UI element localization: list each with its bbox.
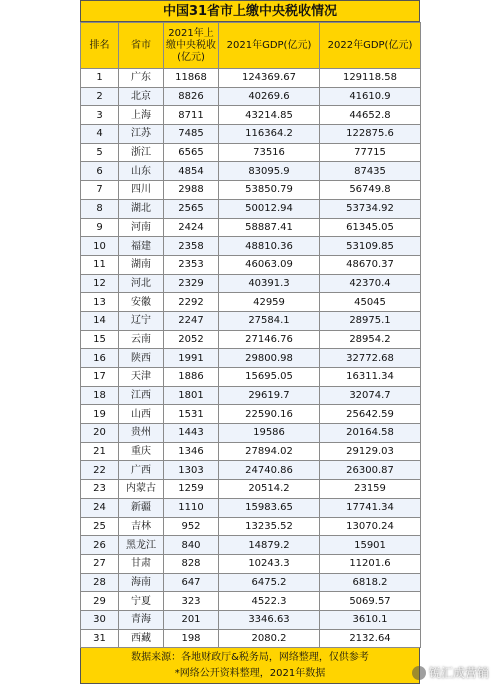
cell-province: 广东 <box>119 69 164 88</box>
cell-tax-2021: 2424 <box>164 218 219 237</box>
watermark-logo-icon <box>412 666 426 680</box>
cell-tax-2021: 2565 <box>164 199 219 218</box>
table-row <box>81 106 421 125</box>
cell-tax-2021: 11868 <box>164 69 219 88</box>
cell-gdp-2022: 11201.6 <box>320 554 421 573</box>
table-row <box>81 610 421 629</box>
table-row <box>81 143 421 162</box>
header-rank: 排名 <box>81 23 119 69</box>
cell-gdp-2022: 16311.34 <box>320 368 421 387</box>
cell-tax-2021: 8826 <box>164 87 219 106</box>
cell-tax-2021: 201 <box>164 610 219 629</box>
table-row <box>81 330 421 349</box>
table-row <box>81 311 421 330</box>
cell-rank: 29 <box>81 592 119 611</box>
cell-gdp-2022: 3610.1 <box>320 610 421 629</box>
cell-gdp-2021: 73516 <box>219 143 320 162</box>
cell-gdp-2022: 42370.4 <box>320 274 421 293</box>
table-row <box>81 218 421 237</box>
cell-rank: 22 <box>81 461 119 480</box>
table-row <box>81 255 421 274</box>
cell-province: 黑龙江 <box>119 536 164 555</box>
cell-gdp-2021: 20514.2 <box>219 480 320 499</box>
table-row <box>81 461 421 480</box>
cell-rank: 6 <box>81 162 119 181</box>
cell-province: 辽宁 <box>119 311 164 330</box>
cell-gdp-2021: 14879.2 <box>219 536 320 555</box>
cell-province: 河北 <box>119 274 164 293</box>
cell-tax-2021: 2358 <box>164 237 219 256</box>
cell-tax-2021: 1443 <box>164 424 219 443</box>
cell-rank: 17 <box>81 368 119 387</box>
cell-gdp-2021: 10243.3 <box>219 554 320 573</box>
cell-tax-2021: 647 <box>164 573 219 592</box>
cell-rank: 4 <box>81 125 119 144</box>
cell-tax-2021: 8711 <box>164 106 219 125</box>
cell-gdp-2022: 53734.92 <box>320 199 421 218</box>
cell-province: 重庆 <box>119 442 164 461</box>
cell-tax-2021: 4854 <box>164 162 219 181</box>
cell-gdp-2022: 26300.87 <box>320 461 421 480</box>
cell-province: 天津 <box>119 368 164 387</box>
cell-province: 湖北 <box>119 199 164 218</box>
cell-tax-2021: 2247 <box>164 311 219 330</box>
cell-tax-2021: 2292 <box>164 293 219 312</box>
table-row <box>81 293 421 312</box>
cell-province: 陕西 <box>119 349 164 368</box>
table-row <box>81 573 421 592</box>
cell-province: 河南 <box>119 218 164 237</box>
cell-rank: 12 <box>81 274 119 293</box>
cell-gdp-2022: 48670.37 <box>320 255 421 274</box>
cell-rank: 13 <box>81 293 119 312</box>
cell-province: 浙江 <box>119 143 164 162</box>
table-row <box>81 69 421 88</box>
cell-tax-2021: 2353 <box>164 255 219 274</box>
cell-rank: 11 <box>81 255 119 274</box>
cell-gdp-2021: 27146.76 <box>219 330 320 349</box>
cell-rank: 5 <box>81 143 119 162</box>
cell-rank: 16 <box>81 349 119 368</box>
cell-gdp-2022: 56749.8 <box>320 181 421 200</box>
cell-gdp-2021: 24740.86 <box>219 461 320 480</box>
cell-gdp-2021: 124369.67 <box>219 69 320 88</box>
cell-province: 海南 <box>119 573 164 592</box>
cell-gdp-2021: 15695.05 <box>219 368 320 387</box>
table-row <box>81 125 421 144</box>
tax-table-sheet <box>80 0 489 684</box>
cell-gdp-2021: 3346.63 <box>219 610 320 629</box>
table-row <box>81 424 421 443</box>
table-row <box>81 517 421 536</box>
table-row <box>81 274 421 293</box>
cell-tax-2021: 1991 <box>164 349 219 368</box>
cell-rank: 24 <box>81 498 119 517</box>
cell-province: 青海 <box>119 610 164 629</box>
cell-gdp-2022: 13070.24 <box>320 517 421 536</box>
cell-province: 吉林 <box>119 517 164 536</box>
cell-gdp-2021: 2080.2 <box>219 629 320 648</box>
cell-province: 山东 <box>119 162 164 181</box>
cell-rank: 21 <box>81 442 119 461</box>
cell-tax-2021: 198 <box>164 629 219 648</box>
cell-gdp-2021: 42959 <box>219 293 320 312</box>
table-title: 中国31省市上缴中央税收情况 <box>80 0 420 22</box>
cell-tax-2021: 828 <box>164 554 219 573</box>
cell-rank: 2 <box>81 87 119 106</box>
cell-rank: 25 <box>81 517 119 536</box>
cell-tax-2021: 2988 <box>164 181 219 200</box>
cell-province: 湖南 <box>119 255 164 274</box>
cell-tax-2021: 1259 <box>164 480 219 499</box>
cell-tax-2021: 1531 <box>164 405 219 424</box>
cell-gdp-2021: 40391.3 <box>219 274 320 293</box>
tax-table <box>80 22 421 648</box>
table-row <box>81 554 421 573</box>
cell-tax-2021: 323 <box>164 592 219 611</box>
cell-gdp-2021: 6475.2 <box>219 573 320 592</box>
cell-gdp-2022: 6818.2 <box>320 573 421 592</box>
cell-province: 云南 <box>119 330 164 349</box>
cell-gdp-2022: 23159 <box>320 480 421 499</box>
cell-rank: 1 <box>81 69 119 88</box>
cell-gdp-2021: 43214.85 <box>219 106 320 125</box>
cell-gdp-2022: 45045 <box>320 293 421 312</box>
cell-gdp-2022: 32772.68 <box>320 349 421 368</box>
cell-rank: 27 <box>81 554 119 573</box>
cell-tax-2021: 952 <box>164 517 219 536</box>
cell-rank: 19 <box>81 405 119 424</box>
table-row <box>81 181 421 200</box>
cell-rank: 14 <box>81 311 119 330</box>
cell-tax-2021: 2329 <box>164 274 219 293</box>
footer-note-line: *网络公开资料整理，2021年数据 <box>174 668 326 680</box>
cell-gdp-2021: 27584.1 <box>219 311 320 330</box>
header-gdp-2022: 2022年GDP(亿元) <box>320 23 421 69</box>
cell-province: 福建 <box>119 237 164 256</box>
cell-rank: 8 <box>81 199 119 218</box>
cell-tax-2021: 1886 <box>164 368 219 387</box>
cell-gdp-2021: 46063.09 <box>219 255 320 274</box>
table-row <box>81 629 421 648</box>
cell-province: 甘肃 <box>119 554 164 573</box>
cell-gdp-2022: 87435 <box>320 162 421 181</box>
table-row <box>81 87 421 106</box>
cell-gdp-2022: 20164.58 <box>320 424 421 443</box>
cell-province: 江苏 <box>119 125 164 144</box>
cell-gdp-2021: 29800.98 <box>219 349 320 368</box>
cell-province: 西藏 <box>119 629 164 648</box>
table-row <box>81 442 421 461</box>
cell-province: 贵州 <box>119 424 164 443</box>
watermark <box>412 665 489 681</box>
cell-province: 新疆 <box>119 498 164 517</box>
table-row <box>81 592 421 611</box>
cell-rank: 18 <box>81 386 119 405</box>
table-row <box>81 536 421 555</box>
cell-gdp-2021: 29619.7 <box>219 386 320 405</box>
cell-province: 四川 <box>119 181 164 200</box>
cell-gdp-2022: 17741.34 <box>320 498 421 517</box>
table-row <box>81 405 421 424</box>
header-gdp-2021: 2021年GDP(亿元) <box>219 23 320 69</box>
cell-gdp-2021: 116364.2 <box>219 125 320 144</box>
cell-province: 安徽 <box>119 293 164 312</box>
cell-tax-2021: 2052 <box>164 330 219 349</box>
table-row <box>81 498 421 517</box>
cell-province: 内蒙古 <box>119 480 164 499</box>
cell-gdp-2022: 25642.59 <box>320 405 421 424</box>
header-tax-2021: 2021年上缴中央税收(亿元) <box>164 23 219 69</box>
cell-province: 上海 <box>119 106 164 125</box>
cell-province: 宁夏 <box>119 592 164 611</box>
cell-gdp-2021: 58887.41 <box>219 218 320 237</box>
cell-gdp-2021: 27894.02 <box>219 442 320 461</box>
cell-gdp-2022: 5069.57 <box>320 592 421 611</box>
cell-rank: 3 <box>81 106 119 125</box>
cell-gdp-2021: 50012.94 <box>219 199 320 218</box>
cell-tax-2021: 6565 <box>164 143 219 162</box>
cell-gdp-2022: 77715 <box>320 143 421 162</box>
cell-tax-2021: 1303 <box>164 461 219 480</box>
cell-gdp-2021: 4522.3 <box>219 592 320 611</box>
cell-gdp-2021: 40269.6 <box>219 87 320 106</box>
cell-rank: 7 <box>81 181 119 200</box>
cell-province: 北京 <box>119 87 164 106</box>
header-province: 省市 <box>119 23 164 69</box>
cell-tax-2021: 7485 <box>164 125 219 144</box>
cell-tax-2021: 840 <box>164 536 219 555</box>
cell-gdp-2022: 2132.64 <box>320 629 421 648</box>
cell-gdp-2021: 19586 <box>219 424 320 443</box>
cell-rank: 23 <box>81 480 119 499</box>
cell-gdp-2022: 53109.85 <box>320 237 421 256</box>
cell-province: 江西 <box>119 386 164 405</box>
cell-gdp-2022: 41610.9 <box>320 87 421 106</box>
cell-rank: 15 <box>81 330 119 349</box>
cell-gdp-2021: 15983.65 <box>219 498 320 517</box>
cell-rank: 28 <box>81 573 119 592</box>
cell-rank: 26 <box>81 536 119 555</box>
cell-gdp-2022: 129118.58 <box>320 69 421 88</box>
cell-rank: 9 <box>81 218 119 237</box>
cell-gdp-2021: 53850.79 <box>219 181 320 200</box>
cell-gdp-2021: 13235.52 <box>219 517 320 536</box>
cell-gdp-2022: 122875.6 <box>320 125 421 144</box>
table-row <box>81 368 421 387</box>
table-row <box>81 480 421 499</box>
cell-gdp-2021: 83095.9 <box>219 162 320 181</box>
cell-tax-2021: 1110 <box>164 498 219 517</box>
cell-province: 广西 <box>119 461 164 480</box>
header-row <box>81 23 421 69</box>
table-row <box>81 237 421 256</box>
footer-source: 数据来源：各地财政厅&税务局，网络整理，仅供参考 <box>131 652 369 664</box>
table-body <box>81 69 421 648</box>
cell-gdp-2022: 32074.7 <box>320 386 421 405</box>
cell-gdp-2022: 15901 <box>320 536 421 555</box>
cell-rank: 31 <box>81 629 119 648</box>
cell-province: 山西 <box>119 405 164 424</box>
cell-gdp-2022: 44652.8 <box>320 106 421 125</box>
footer-note <box>80 648 489 684</box>
table-row <box>81 162 421 181</box>
cell-rank: 10 <box>81 237 119 256</box>
table-row <box>81 386 421 405</box>
cell-gdp-2021: 22590.16 <box>219 405 320 424</box>
cell-gdp-2022: 29129.03 <box>320 442 421 461</box>
cell-gdp-2021: 48810.36 <box>219 237 320 256</box>
watermark-text: 锐汇成营销 <box>428 666 489 681</box>
table-row <box>81 349 421 368</box>
cell-rank: 20 <box>81 424 119 443</box>
cell-tax-2021: 1346 <box>164 442 219 461</box>
cell-rank: 30 <box>81 610 119 629</box>
cell-gdp-2022: 61345.05 <box>320 218 421 237</box>
cell-gdp-2022: 28975.1 <box>320 311 421 330</box>
cell-tax-2021: 1801 <box>164 386 219 405</box>
cell-gdp-2022: 28954.2 <box>320 330 421 349</box>
table-row <box>81 199 421 218</box>
